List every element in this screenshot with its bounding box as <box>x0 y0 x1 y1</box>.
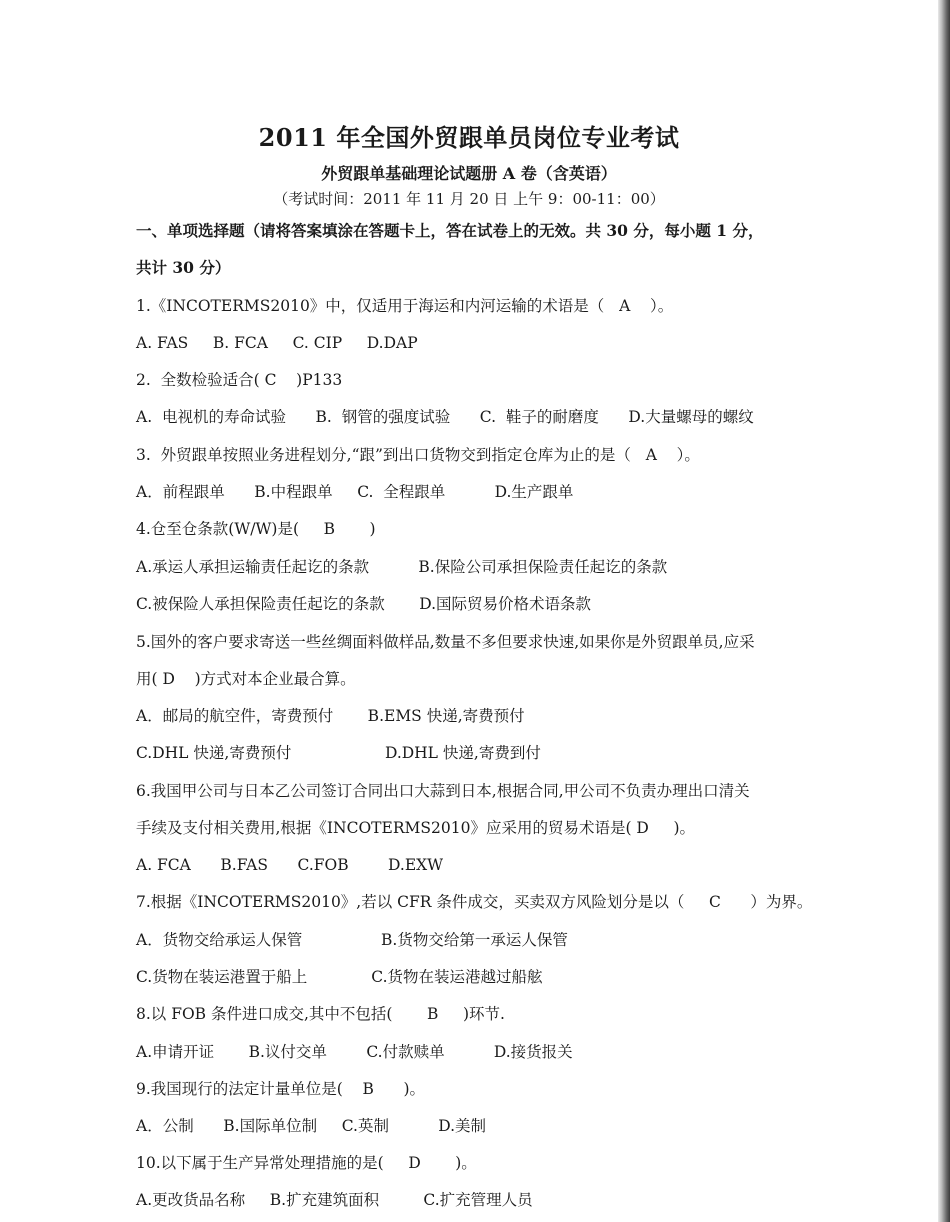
question-10: 10.以下属于生产异常处理措施的是( D )。 <box>136 1154 477 1172</box>
question-2-options: A. 电视机的寿命试验 B. 钢管的强度试验 C. 鞋子的耐磨度 D.大量螺母的螺纹 <box>136 408 754 426</box>
question-3-options: A．前程跟单 B.中程跟单 C. 全程跟单 D.生产跟单 <box>136 483 574 501</box>
question-6: 6.我国甲公司与日本乙公司签订合同出口大蒜到日本,根据合同,甲公司不负责办理出口清关 <box>136 782 750 800</box>
question-9: 9.我国现行的法定计量单位是( B )。 <box>136 1080 426 1098</box>
question-6-cont: 手续及支付相关费用,根据《INCOTERMS2010》应采用的贸易术语是( D )。 <box>136 819 696 837</box>
section-heading: 一、单项选择题（请将答案填涂在答题卡上，答在试卷上的无效。共 30 分，每小题 1 分， <box>136 221 764 240</box>
question-5-options-a: A．邮局的航空件，寄费预付 B.EMS 快递,寄费预付 <box>136 707 525 725</box>
question-4: 4.仓至仓条款(W/W)是( B ) <box>136 520 376 538</box>
question-4-options-a: A.承运人承担运输责任起讫的条款 B.保险公司承担保险责任起讫的条款 <box>136 558 668 576</box>
page-edge-shadow <box>938 0 950 1222</box>
question-5: 5.国外的客户要求寄送一些丝绸面料做样品,数量不多但要求快速,如果你是外贸跟单员,应采 <box>136 633 755 651</box>
exam-subtitle: 外贸跟单基础理论试题册 A 卷（含英语） <box>321 164 617 183</box>
question-2: 2. 全数检验适合( C )P133 <box>136 371 343 389</box>
question-7-options-a: A．货物交给承运人保管 B.货物交给第一承运人保管 <box>136 931 568 949</box>
section-heading-cont: 共计 30 分） <box>136 258 231 277</box>
question-8-options: A.申请开证 B.议付交单 C.付款赎单 D.接货报关 <box>136 1043 573 1061</box>
question-4-options-b: C.被保险人承担保险责任起讫的条款 D.国际贸易价格术语条款 <box>136 595 592 613</box>
question-3: 3. 外贸跟单按照业务进程划分,“跟”到出口货物交到指定仓库为止的是（ A ）。 <box>136 446 700 464</box>
question-5-options-b: C.DHL 快递,寄费预付 D.DHL 快递,寄费到付 <box>136 744 541 762</box>
exam-time: （考试时间：2011 年 11 月 20 日 上午 9：00-11：00） <box>273 190 665 208</box>
question-1: 1.《INCOTERMS2010》中，仅适用于海运和内河运输的术语是（ A ）。 <box>136 297 674 315</box>
question-10-options: A.更改货品名称 B.扩充建筑面积 C.扩充管理人员 <box>136 1191 533 1209</box>
question-9-options: A．公制 B.国际单位制 C.英制 D.美制 <box>136 1117 487 1135</box>
exam-title: 2011 年全国外贸跟单员岗位专业考试 <box>258 123 680 152</box>
question-5-cont: 用( D )方式对本企业最合算。 <box>136 670 356 688</box>
question-7: 7.根据《INCOTERMS2010》,若以 CFR 条件成交，买卖双方风险划分是以（ C ）为界。 <box>136 893 813 911</box>
question-6-options: A. FCA B.FAS C.FOB D.EXW <box>136 856 444 874</box>
question-8: 8.以 FOB 条件进口成交,其中不包括( B )环节. <box>136 1005 505 1023</box>
question-7-options-b: C.货物在装运港置于船上 C.货物在装运港越过船舷 <box>136 968 543 986</box>
question-1-options: A. FAS B. FCA C. CIP D.DAP <box>136 334 418 352</box>
